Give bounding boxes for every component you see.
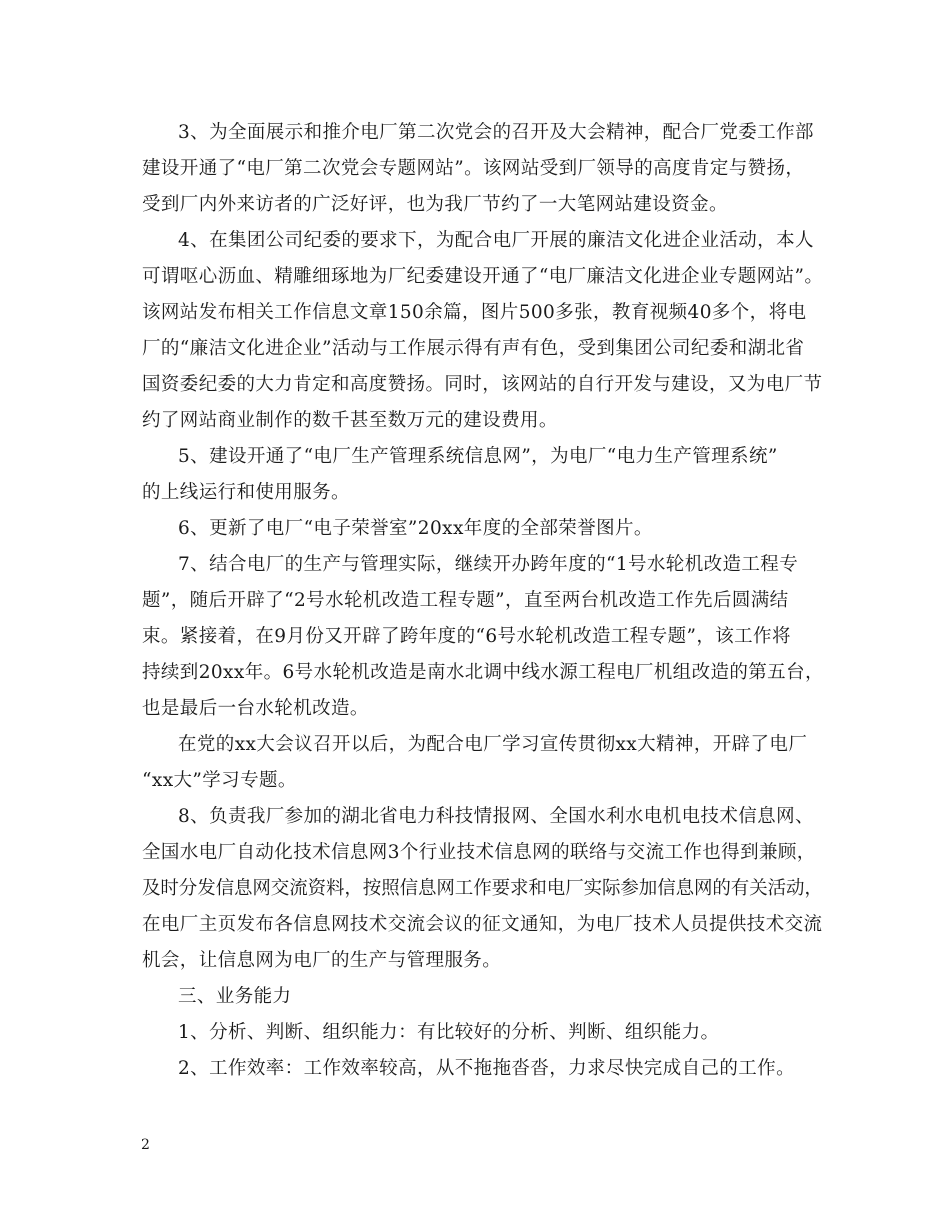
text-line: 可谓呕心沥血、精雕细琢地为厂纪委建设开通了“电厂廉洁文化进企业专题网站”。 [142,266,824,287]
text-line: “xx大”学习专题。 [142,770,297,791]
text-line: 6、更新了电厂“电子荣誉室”20xx年度的全部荣誉图片。 [178,518,653,539]
text-line: 也是最后一台水轮机改造。 [142,698,369,719]
text-line: 厂的“廉洁文化进企业”活动与工作展示得有声有色，受到集团公司纪委和湖北省 [142,338,805,359]
text-line: 在党的xx大会议召开以后，为配合电厂学习宣传贯彻xx大精神，开辟了电厂 [178,734,808,755]
page-number: 2 [141,1137,150,1153]
text-line: 建设开通了“电厂第二次党会专题网站”。该网站受到厂领导的高度肯定与赞扬， [142,158,805,179]
text-line: 国资委纪委的大力肯定和高度赞扬。同时，该网站的自行开发与建设，又为电厂节 [142,374,823,395]
text-line: 5、建设开通了“电厂生产管理系统信息网”，为电厂“电力生产管理系统” [178,446,778,467]
text-line: 在电厂主页发布各信息网技术交流会议的征文通知，为电厂技术人员提供技术交流 [142,914,823,935]
text-line: 2、工作效率：工作效率较高，从不拖拖沓沓，力求尽快完成自己的工作。 [178,1058,795,1079]
section-heading: 三、业务能力 [178,986,292,1007]
text-line: 7、结合电厂的生产与管理实际，继续开办跨年度的“1号水轮机改造工程专 [178,554,799,575]
text-line: 及时分发信息网交流资料，按照信息网工作要求和电厂实际参加信息网的有关活动， [142,878,823,899]
text-line: 持续到20xx年。6号水轮机改造是南水北调中线水源工程电厂机组改造的第五台， [142,662,824,683]
text-line: 8、负责我厂参加的湖北省电力科技情报网、全国水利水电机电技术信息网、 [178,806,814,827]
text-line: 4、在集团公司纪委的要求下，为配合电厂开展的廉洁文化进企业活动，本人 [178,230,814,251]
text-line: 3、为全面展示和推介电厂第二次党会的召开及大会精神，配合厂党委工作部 [178,122,814,143]
text-line: 1、分析、判断、组织能力：有比较好的分析、判断、组织能力。 [178,1022,720,1043]
text-line: 题”，随后开辟了“2号水轮机改造工程专题”，直至两台机改造工作先后圆满结 [142,590,789,611]
text-line: 的上线运行和使用服务。 [142,482,350,503]
text-line: 受到厂内外来访者的广泛好评，也为我厂节约了一大笔网站建设资金。 [142,194,728,215]
text-line: 该网站发布相关工作信息文章150余篇，图片500多张，教育视频40多个，将电 [142,302,807,323]
text-line: 全国水电厂自动化技术信息网3个行业技术信息网的联络与交流工作也得到兼顾， [142,842,816,863]
text-line: 约了网站商业制作的数千甚至数万元的建设费用。 [142,410,558,431]
text-line: 束。紧接着，在9月份又开辟了跨年度的“6号水轮机改造工程专题”，该工作将 [142,626,791,647]
text-line: 机会，让信息网为电厂的生产与管理服务。 [142,950,502,971]
